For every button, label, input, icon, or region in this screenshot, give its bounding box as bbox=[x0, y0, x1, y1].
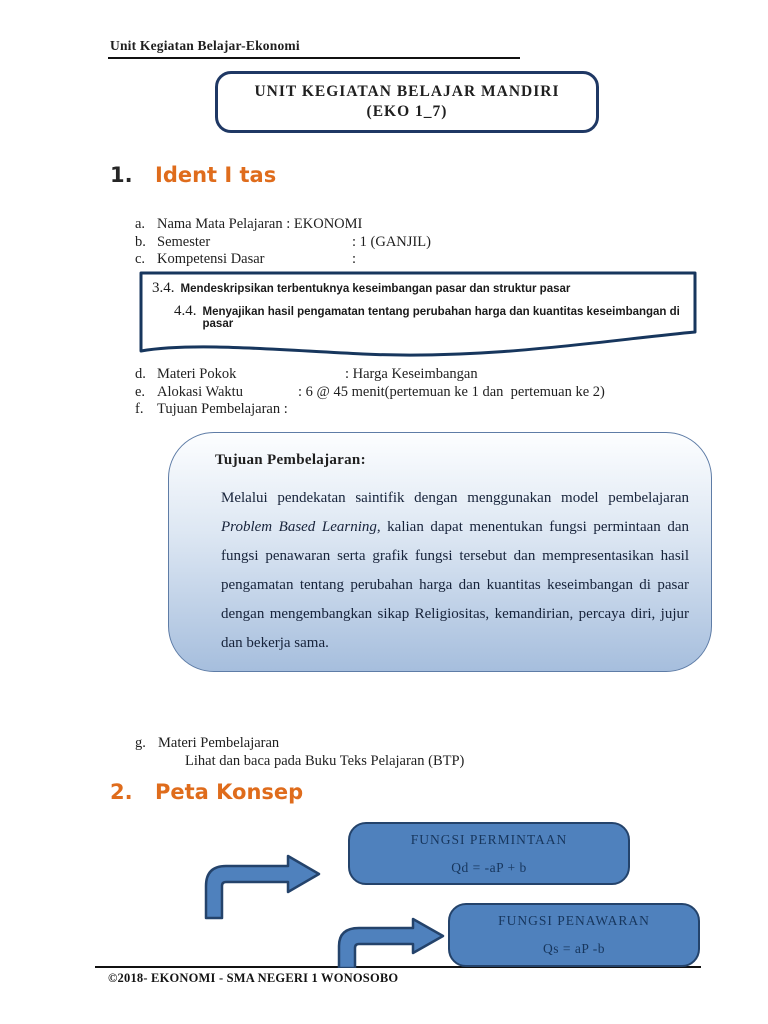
item-letter: a. bbox=[135, 216, 146, 232]
item-label: Materi Pembelajaran bbox=[158, 735, 280, 751]
item-value: : EKONOMI bbox=[282, 216, 363, 232]
materi-pembelajaran-item bbox=[135, 735, 279, 752]
box-title: FUNGSI PERMINTAAN bbox=[410, 831, 568, 847]
item-letter: b. bbox=[135, 233, 146, 250]
page-header-title: Unit Kegiatan Belajar-Ekonomi bbox=[110, 38, 300, 53]
item-label: Kompetensi Dasar bbox=[157, 251, 265, 267]
tujuan-paragraph bbox=[221, 484, 689, 658]
list-item bbox=[135, 366, 735, 384]
item-label: Nama Mata Pelajaran bbox=[157, 216, 283, 232]
item-label: Alokasi Waktu bbox=[157, 383, 243, 400]
kd-text: Menyajikan hasil pengamatan tentang perubahan harga dan kuantitas keseimbangan di pasar bbox=[202, 306, 680, 330]
box-title: FUNGSI PENAWARAN bbox=[498, 913, 650, 928]
item-value: : 1 (GANJIL) bbox=[352, 233, 431, 250]
section1-number: 1. bbox=[110, 163, 133, 187]
item-value: : 6 @ 45 menit(pertemuan ke 1 dan pertemuan ke 2) bbox=[298, 383, 605, 400]
kd-item-2 bbox=[174, 303, 698, 330]
title-line-2: (EKO 1_7) bbox=[366, 103, 448, 120]
item-label: Tujuan Pembelajaran bbox=[157, 401, 281, 417]
kd-text: Mendeskripsikan terbentuknya keseimbangan pasar dan struktur pasar bbox=[180, 283, 571, 295]
item-label: Materi Pokok bbox=[157, 366, 237, 382]
title-box bbox=[215, 71, 599, 133]
details-list bbox=[135, 366, 735, 419]
list-item bbox=[135, 234, 695, 252]
title-line-1: UNIT KEGIATAN BELAJAR MANDIRI bbox=[254, 83, 560, 100]
elbow-arrow-icon bbox=[200, 848, 325, 920]
section2-title: Peta Konsep bbox=[155, 780, 304, 804]
item-letter: f. bbox=[135, 401, 144, 417]
box-formula: Qs = aP -b bbox=[543, 941, 605, 956]
kompetensi-dasar-box bbox=[138, 270, 698, 365]
fungsi-penawaran-box bbox=[448, 903, 700, 967]
header-rule bbox=[108, 57, 520, 59]
item-letter: g. bbox=[135, 735, 146, 751]
list-item bbox=[135, 251, 695, 269]
fungsi-permintaan-box bbox=[348, 822, 630, 885]
kd-number: 4.4. bbox=[174, 303, 197, 319]
list-item bbox=[135, 384, 735, 402]
identitas-list bbox=[135, 216, 695, 269]
item-letter: d. bbox=[135, 366, 146, 382]
item-value: : bbox=[280, 401, 288, 417]
list-item bbox=[135, 216, 695, 234]
footer-text: ©2018- EKONOMI - SMA NEGERI 1 WONOSOBO bbox=[108, 971, 399, 985]
section2-number: 2. bbox=[110, 780, 133, 804]
para-end: , kalian dapat menentukan fungsi permintaan dan fungsi penawaran serta grafik fungsi tersebut dan mempresentasikan hasil pengamatan tentang perubahan harga dan kuantitas keseimbangan di pasar dengan mengembangkan sikap Religiositas, kemandirian, percaya diri, jujur dan bekerja sama. bbox=[221, 519, 689, 651]
materi-pembelajaran-sub: Lihat dan baca pada Buku Teks Pelajaran (BTP) bbox=[185, 753, 465, 769]
elbow-arrow-icon bbox=[333, 916, 448, 968]
item-letter: e. bbox=[135, 383, 146, 400]
box-formula: Qd = -aP + b bbox=[451, 859, 527, 875]
list-item bbox=[135, 401, 735, 419]
item-label: Semester bbox=[157, 233, 211, 250]
item-letter: c. bbox=[135, 251, 146, 267]
item-value: : Harga Keseimbangan bbox=[345, 366, 478, 382]
section1-title: Ident I tas bbox=[155, 163, 277, 187]
item-value: : bbox=[352, 251, 357, 267]
para-start: Melalui pendekatan saintifik dengan menggunakan model pembelajaran bbox=[221, 490, 689, 506]
tujuan-heading: Tujuan Pembelajaran: bbox=[215, 452, 366, 468]
kd-item-1 bbox=[152, 280, 570, 297]
kd-number: 3.4. bbox=[152, 280, 175, 296]
para-italic-phrase: Problem Based Learning bbox=[221, 519, 377, 535]
